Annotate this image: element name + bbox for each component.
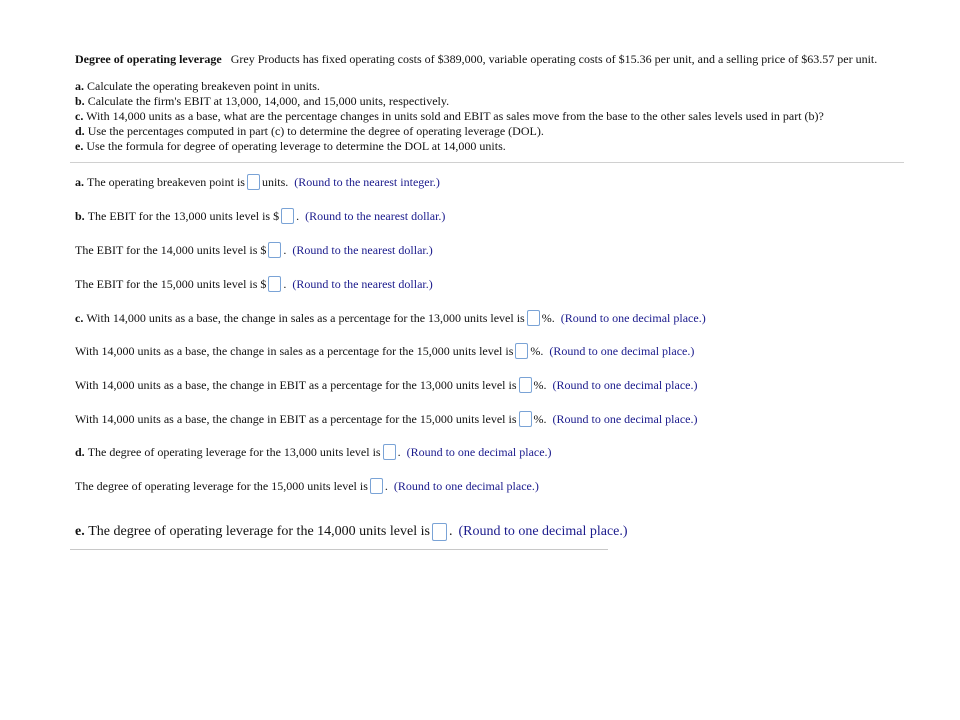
answer-suffix: .: [296, 208, 300, 223]
answer-row: [75, 523, 628, 541]
part-a: [75, 79, 905, 94]
rounding-hint: (Round to one decimal place.): [393, 478, 539, 493]
answer-prompt: The operating breakeven point is: [87, 174, 245, 189]
part-text: Use the formula for degree of operating leverage to determine the DOL at 14,000 units.: [86, 139, 506, 153]
answer-prompt: With 14,000 units as a base, the change in sales as a percentage for the 13,000 units level is: [86, 310, 525, 325]
answer-prompt: The EBIT for the 13,000 units level is $: [87, 208, 280, 223]
answer-row: [75, 310, 706, 326]
divider: [70, 162, 904, 163]
answer-input[interactable]: [383, 444, 396, 460]
part-d: [75, 124, 905, 139]
answer-input[interactable]: [519, 377, 532, 393]
rounding-hint: (Round to one decimal place.): [560, 310, 706, 325]
answer-prompt: With 14,000 units as a base, the change in EBIT as a percentage for the 13,000 units level is: [75, 377, 517, 392]
rounding-hint: (Round to one decimal place.): [406, 444, 552, 459]
answer-letter: b.: [75, 208, 85, 223]
answer-letter: a.: [75, 174, 84, 189]
answer-input[interactable]: [247, 174, 260, 190]
question-intro: [75, 52, 905, 67]
answer-row: [75, 444, 552, 460]
answer-row: [75, 411, 697, 427]
answer-letter: e.: [75, 524, 85, 539]
part-b: [75, 94, 905, 109]
question-block: [75, 52, 905, 154]
part-letter: e.: [75, 139, 84, 153]
answer-suffix: %.: [541, 310, 555, 325]
answer-prompt: The degree of operating leverage for the 13,000 units level is: [87, 444, 381, 459]
answer-suffix: %.: [530, 343, 544, 358]
part-text: With 14,000 units as a base, what are the percentage changes in units sold and EBIT as sales move from the base to the other sales levels used in part (b)?: [86, 109, 824, 123]
rounding-hint: (Round to the nearest integer.): [294, 174, 440, 189]
rounding-hint: (Round to one decimal place.): [552, 411, 698, 426]
answer-prompt: The degree of operating leverage for the 15,000 units level is: [75, 478, 368, 493]
answer-row: [75, 174, 440, 190]
answer-prompt: With 14,000 units as a base, the change in sales as a percentage for the 15,000 units level is: [75, 343, 514, 358]
answer-input[interactable]: [515, 343, 528, 359]
part-letter: b.: [75, 94, 85, 108]
answer-input[interactable]: [370, 478, 383, 494]
answer-input[interactable]: [268, 276, 281, 292]
answer-input[interactable]: [432, 523, 447, 541]
question-title: Degree of operating leverage: [75, 52, 222, 66]
rounding-hint: (Round to the nearest dollar.): [292, 242, 433, 257]
answer-suffix: %.: [533, 411, 547, 426]
answer-suffix: %.: [533, 377, 547, 392]
rounding-hint: (Round to one decimal place.): [549, 343, 695, 358]
answer-suffix: .: [283, 276, 287, 291]
rounding-hint: (Round to the nearest dollar.): [305, 208, 446, 223]
question-text: Grey Products has fixed operating costs of $389,000, variable operating costs of $15.36 per unit, and a selling price of $63.57 per unit.: [230, 52, 878, 66]
answer-row: [75, 208, 445, 224]
answer-prompt: The EBIT for the 15,000 units level is $: [75, 276, 267, 291]
answer-prompt: The degree of operating leverage for the 14,000 units level is: [88, 524, 430, 539]
answer-suffix: .: [283, 242, 287, 257]
part-letter: c.: [75, 109, 84, 123]
answer-prompt: The EBIT for the 14,000 units level is $: [75, 242, 267, 257]
answer-row: [75, 478, 539, 494]
answer-input[interactable]: [527, 310, 540, 326]
answer-suffix: .: [397, 444, 401, 459]
answer-row: [75, 276, 433, 292]
part-e: [75, 139, 905, 154]
answer-letter: c.: [75, 310, 84, 325]
answer-row: [75, 377, 697, 393]
answer-row: [75, 343, 694, 359]
answer-row: [75, 242, 433, 258]
part-letter: a.: [75, 79, 84, 93]
answer-suffix: .: [384, 478, 388, 493]
answer-prompt: With 14,000 units as a base, the change in EBIT as a percentage for the 15,000 units level is: [75, 411, 517, 426]
divider: [70, 549, 608, 550]
answer-input[interactable]: [281, 208, 294, 224]
answer-input[interactable]: [519, 411, 532, 427]
part-c: [75, 109, 905, 124]
part-text: Use the percentages computed in part (c) to determine the degree of operating leverage (DOL).: [87, 124, 544, 138]
answer-letter: d.: [75, 444, 85, 459]
answer-suffix: .: [448, 524, 453, 539]
rounding-hint: (Round to one decimal place.): [552, 377, 698, 392]
part-text: Calculate the firm's EBIT at 13,000, 14,000, and 15,000 units, respectively.: [87, 94, 450, 108]
rounding-hint: (Round to one decimal place.): [458, 524, 628, 539]
answer-input[interactable]: [268, 242, 281, 258]
part-letter: d.: [75, 124, 85, 138]
rounding-hint: (Round to the nearest dollar.): [292, 276, 433, 291]
answer-suffix: units.: [261, 174, 289, 189]
part-text: Calculate the operating breakeven point in units.: [87, 79, 320, 93]
